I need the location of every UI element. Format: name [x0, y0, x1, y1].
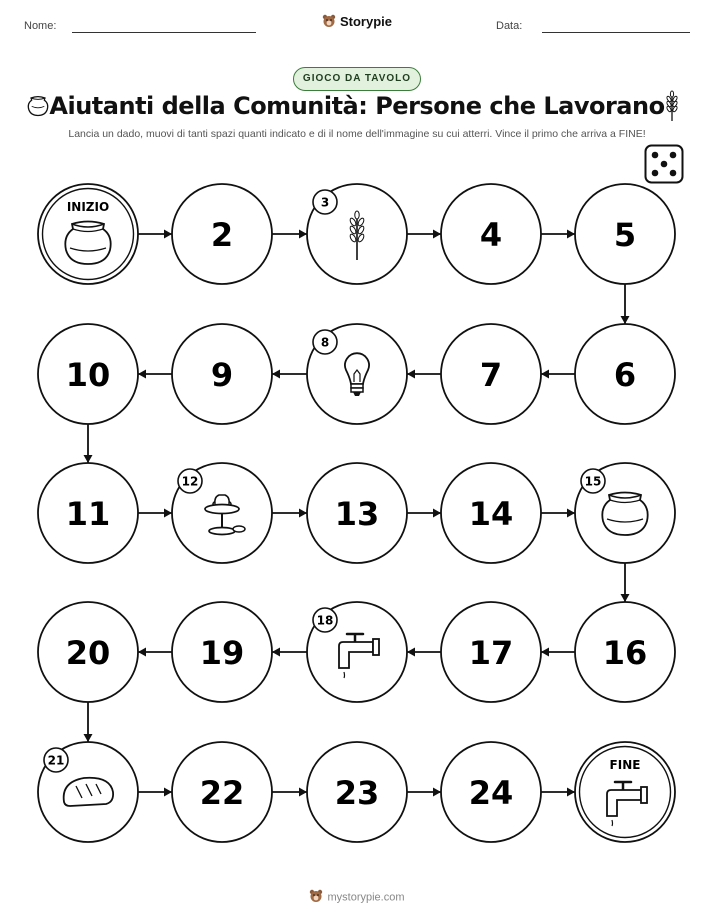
path-arrow [541, 230, 575, 239]
finish-label: FINE [609, 758, 641, 772]
footer [0, 889, 714, 906]
board-space-12 [172, 463, 272, 563]
page-title: Aiutanti della Comunità: Persone che Lavorano [49, 92, 665, 120]
space-number-badge [44, 748, 68, 772]
svg-text:18: 18 [316, 613, 334, 628]
board-space-23 [307, 742, 407, 842]
space-number: 20 [65, 634, 111, 672]
board-space-14 [441, 463, 541, 563]
instructions: Lancia un dado, muovi di tanti spazi quanti indicato e di il nome dell'immagine su cui atterri. Vince il primo che arriva a FINE! [68, 128, 646, 140]
space-number-badge [313, 190, 337, 214]
board-space-16 [575, 602, 675, 702]
board-space-25 [575, 742, 675, 842]
path-arrow [84, 702, 93, 742]
path-arrow [621, 563, 630, 602]
board-space-8 [307, 324, 407, 424]
space-number: 5 [613, 216, 637, 254]
board-space-3 [307, 184, 407, 284]
space-number: 14 [468, 495, 514, 533]
brand-name: Storypie [339, 14, 392, 29]
space-number: 17 [468, 634, 514, 672]
space-number: 7 [479, 356, 503, 394]
svg-text:15: 15 [584, 474, 602, 489]
board-space-2 [172, 184, 272, 284]
pot-icon [602, 493, 647, 536]
space-number: 9 [210, 356, 234, 394]
board-space-1 [38, 184, 138, 284]
svg-text:12: 12 [181, 474, 199, 489]
bread-icon [64, 778, 113, 806]
space-number-badge [313, 330, 337, 354]
space-number: 11 [65, 495, 111, 533]
pot-icon [65, 222, 110, 265]
path-arrow [407, 230, 441, 239]
space-number: 16 [602, 634, 648, 672]
path-arrow [541, 509, 575, 518]
space-number: 6 [613, 356, 637, 394]
path-arrow [541, 648, 575, 657]
board-space-20 [38, 602, 138, 702]
board-space-19 [172, 602, 272, 702]
path-arrow [138, 370, 172, 379]
space-number: 10 [65, 356, 111, 394]
path-arrow [621, 284, 630, 324]
board-space-13 [307, 463, 407, 563]
board-space-7 [441, 324, 541, 424]
board-space-10 [38, 324, 138, 424]
path-arrow [272, 509, 307, 518]
path-arrow [407, 509, 441, 518]
path-arrow [272, 788, 307, 797]
path-arrow [84, 424, 93, 463]
svg-text:8: 8 [320, 335, 330, 350]
path-arrow [541, 788, 575, 797]
footer-url: mystorypie.com [327, 891, 405, 904]
board-space-24 [441, 742, 541, 842]
space-number: 2 [210, 216, 234, 254]
path-arrow [272, 648, 307, 657]
space-number: 22 [199, 774, 245, 812]
board-space-5 [575, 184, 675, 284]
board-space-18 [307, 602, 407, 702]
board-space-22 [172, 742, 272, 842]
path-arrow [407, 788, 441, 797]
name-label: Nome: [24, 20, 57, 32]
start-label: INIZIO [66, 200, 110, 214]
board-space-15 [575, 463, 675, 563]
svg-text:3: 3 [320, 195, 330, 210]
path-arrow [138, 509, 172, 518]
space-number-badge [178, 469, 202, 493]
path-arrow [138, 788, 172, 797]
space-number-badge [581, 469, 605, 493]
space-number-badge [313, 608, 337, 632]
space-number: 4 [479, 216, 503, 254]
path-arrow [541, 370, 575, 379]
board-space-17 [441, 602, 541, 702]
space-number: 13 [334, 495, 380, 533]
path-arrow [407, 648, 441, 657]
path-arrow [138, 648, 172, 657]
space-number: 19 [199, 634, 245, 672]
path-arrow [138, 230, 172, 239]
board-space-21 [38, 742, 138, 842]
space-number: 23 [334, 774, 380, 812]
board-space-11 [38, 463, 138, 563]
space-number: 24 [468, 774, 514, 812]
date-label: Data: [496, 20, 523, 32]
board-space-9 [172, 324, 272, 424]
board-space-6 [575, 324, 675, 424]
bear-icon [309, 889, 323, 906]
path-arrow [272, 370, 307, 379]
category-badge: GIOCO DA TAVOLO [293, 67, 421, 91]
svg-text:21: 21 [47, 753, 65, 768]
board-space-4 [441, 184, 541, 284]
path-arrow [407, 370, 441, 379]
path-arrow [272, 230, 307, 239]
